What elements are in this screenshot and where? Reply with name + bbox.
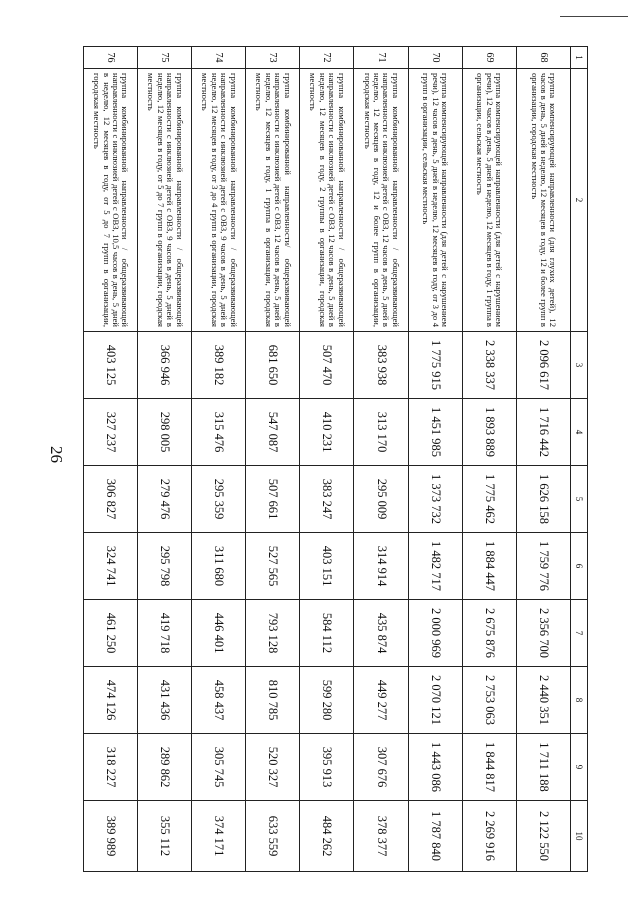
value-cell: 313 170 — [354, 399, 408, 466]
value-cell: 289 862 — [138, 734, 192, 801]
col-header: 7 — [570, 600, 587, 667]
value-cell: 793 128 — [246, 600, 300, 667]
value-cell: 458 437 — [192, 667, 246, 734]
table-row — [246, 47, 300, 872]
value-cell: 810 785 — [246, 667, 300, 734]
row-number: 76 — [84, 47, 138, 69]
value-cell: 1 482 717 — [408, 533, 462, 600]
row-description: группа комбинированной направленности/ общеразвивающей направленности с инклюзией детей с ОВЗ, 12 часов в день, 5 дней в неделю, 12 месяцев в году, 1 группа в организации, городская местность — [246, 69, 300, 332]
value-cell: 306 827 — [84, 466, 138, 533]
value-cell: 2 070 121 — [408, 667, 462, 734]
row-description: группа компенсирующей направленности (для глухих детей), 12 часов в день, 5 дней в неделю, 12 месяцев в году, 12 и более групп в организации, городская местность — [516, 69, 570, 332]
col-header: 1 — [570, 47, 587, 69]
value-cell: 307 676 — [354, 734, 408, 801]
table-body — [84, 47, 588, 872]
value-cell: 1 373 732 — [408, 466, 462, 533]
value-cell: 507 661 — [246, 466, 300, 533]
value-cell: 1 443 086 — [408, 734, 462, 801]
value-cell: 395 913 — [300, 734, 354, 801]
value-cell: 474 126 — [84, 667, 138, 734]
value-cell: 403 125 — [84, 332, 138, 399]
col-header: 3 — [570, 332, 587, 399]
value-cell: 410 231 — [300, 399, 354, 466]
value-cell: 315 476 — [192, 399, 246, 466]
row-description: группа комбинированной направленности / общеразвивающей направленности с инклюзией детей с ОВЗ, 12 часов в день, 5 дней в неделю, 12 месяцев в году, 12 и более групп в организации, городская местность — [354, 69, 408, 332]
value-cell: 2 753 063 — [462, 667, 516, 734]
value-cell: 633 559 — [246, 801, 300, 872]
value-cell: 2 000 969 — [408, 600, 462, 667]
value-cell: 1 759 776 — [516, 533, 570, 600]
row-number: 72 — [300, 47, 354, 69]
value-cell: 378 377 — [354, 801, 408, 872]
value-cell: 520 327 — [246, 734, 300, 801]
value-cell: 681 650 — [246, 332, 300, 399]
row-description: группа компенсирующей направленности (для детей с нарушением речи), 12 часов в день, 5 дней в неделю, 12 месяцев в году, 1 группа в организации, сельская местность — [462, 69, 516, 332]
value-cell: 305 745 — [192, 734, 246, 801]
value-cell: 2 096 617 — [516, 332, 570, 399]
value-cell: 279 476 — [138, 466, 192, 533]
value-cell: 298 005 — [138, 399, 192, 466]
value-cell: 311 680 — [192, 533, 246, 600]
row-description: группа комбинированной направленности / общеразвивающей направленности с инклюзией детей с ОВЗ, 10,5 часов в день, 5 дней в неделю, 12 месяцев в году, от 5 до 7 групп в организации, городская местность — [84, 69, 138, 332]
col-header: 6 — [570, 533, 587, 600]
value-cell: 374 171 — [192, 801, 246, 872]
value-cell: 318 227 — [84, 734, 138, 801]
value-cell: 2 338 337 — [462, 332, 516, 399]
value-cell: 1 716 442 — [516, 399, 570, 466]
row-number: 68 — [516, 47, 570, 69]
rotated-table-wrapper — [83, 46, 588, 871]
row-number: 73 — [246, 47, 300, 69]
value-cell: 389 989 — [84, 801, 138, 872]
table-row — [84, 47, 138, 872]
col-header: 8 — [570, 667, 587, 734]
value-cell: 403 151 — [300, 533, 354, 600]
value-cell: 431 436 — [138, 667, 192, 734]
value-cell: 383 247 — [300, 466, 354, 533]
value-cell: 507 470 — [300, 332, 354, 399]
value-cell: 383 938 — [354, 332, 408, 399]
row-description: группа комбинированной направленности / общеразвивающей направленности с инклюзией детей с ОВЗ, 9 часов в день, 5 дней в неделю, 12 месяцев в году, от 3 до 4 групп в организации, городская местность — [192, 69, 246, 332]
table-row — [138, 47, 192, 872]
row-number: 71 — [354, 47, 408, 69]
row-number: 69 — [462, 47, 516, 69]
value-cell: 1 787 840 — [408, 801, 462, 872]
value-cell: 435 874 — [354, 600, 408, 667]
value-cell: 1 844 817 — [462, 734, 516, 801]
value-cell: 527 565 — [246, 533, 300, 600]
row-description: группа комбинированной направленности / общеразвивающей направленности с инклюзией детей с ОВЗ, 12 часов в день, 5 дней в неделю, 12 месяцев в году, 2 группы в организации, городская местность — [300, 69, 354, 332]
row-number: 75 — [138, 47, 192, 69]
header-rule — [560, 16, 628, 17]
col-header: 4 — [570, 399, 587, 466]
table-row — [300, 47, 354, 872]
value-cell: 419 718 — [138, 600, 192, 667]
value-cell: 2 356 700 — [516, 600, 570, 667]
value-cell: 461 250 — [84, 600, 138, 667]
col-header: 2 — [570, 69, 587, 332]
value-cell: 446 401 — [192, 600, 246, 667]
value-cell: 484 262 — [300, 801, 354, 872]
value-cell: 1 626 158 — [516, 466, 570, 533]
row-number: 74 — [192, 47, 246, 69]
col-header: 9 — [570, 734, 587, 801]
value-cell: 327 237 — [84, 399, 138, 466]
value-cell: 1 893 889 — [462, 399, 516, 466]
value-cell: 1 775 915 — [408, 332, 462, 399]
header-row — [570, 47, 587, 872]
value-cell: 389 182 — [192, 332, 246, 399]
row-number: 70 — [408, 47, 462, 69]
row-description: группа компенсирующей направленности (для детей с нарушением речи), 12 часов в день, 5 дней в неделю, 12 месяцев в году, от 3 до 4 групп в организации, сельская местность — [408, 69, 462, 332]
value-cell: 295 359 — [192, 466, 246, 533]
table-row — [192, 47, 246, 872]
value-cell: 314 914 — [354, 533, 408, 600]
value-cell: 295 798 — [138, 533, 192, 600]
value-cell: 1 884 447 — [462, 533, 516, 600]
page-number: 26 — [47, 446, 66, 463]
value-cell: 449 277 — [354, 667, 408, 734]
col-header: 5 — [570, 466, 587, 533]
value-cell: 295 009 — [354, 466, 408, 533]
table-row — [462, 47, 516, 872]
value-cell: 1 711 188 — [516, 734, 570, 801]
col-header: 10 — [570, 801, 587, 872]
value-cell: 366 946 — [138, 332, 192, 399]
table-row — [354, 47, 408, 872]
value-cell: 2 440 351 — [516, 667, 570, 734]
value-cell: 1 451 985 — [408, 399, 462, 466]
table-row — [408, 47, 462, 872]
tariff-table — [83, 46, 588, 872]
value-cell: 584 112 — [300, 600, 354, 667]
value-cell: 355 112 — [138, 801, 192, 872]
row-description: группа комбинированной направленности / общеразвивающей направленности с инклюзией детей с ОВЗ, 9 часов в день, 5 дней в неделю, 12 месяцев в году, от 5 до 7 групп в организации, городская местность — [138, 69, 192, 332]
value-cell: 1 775 462 — [462, 466, 516, 533]
value-cell: 2 675 876 — [462, 600, 516, 667]
value-cell: 324 741 — [84, 533, 138, 600]
value-cell: 599 280 — [300, 667, 354, 734]
value-cell: 2 122 550 — [516, 801, 570, 872]
value-cell: 547 087 — [246, 399, 300, 466]
table-row — [516, 47, 570, 872]
value-cell: 2 269 916 — [462, 801, 516, 872]
